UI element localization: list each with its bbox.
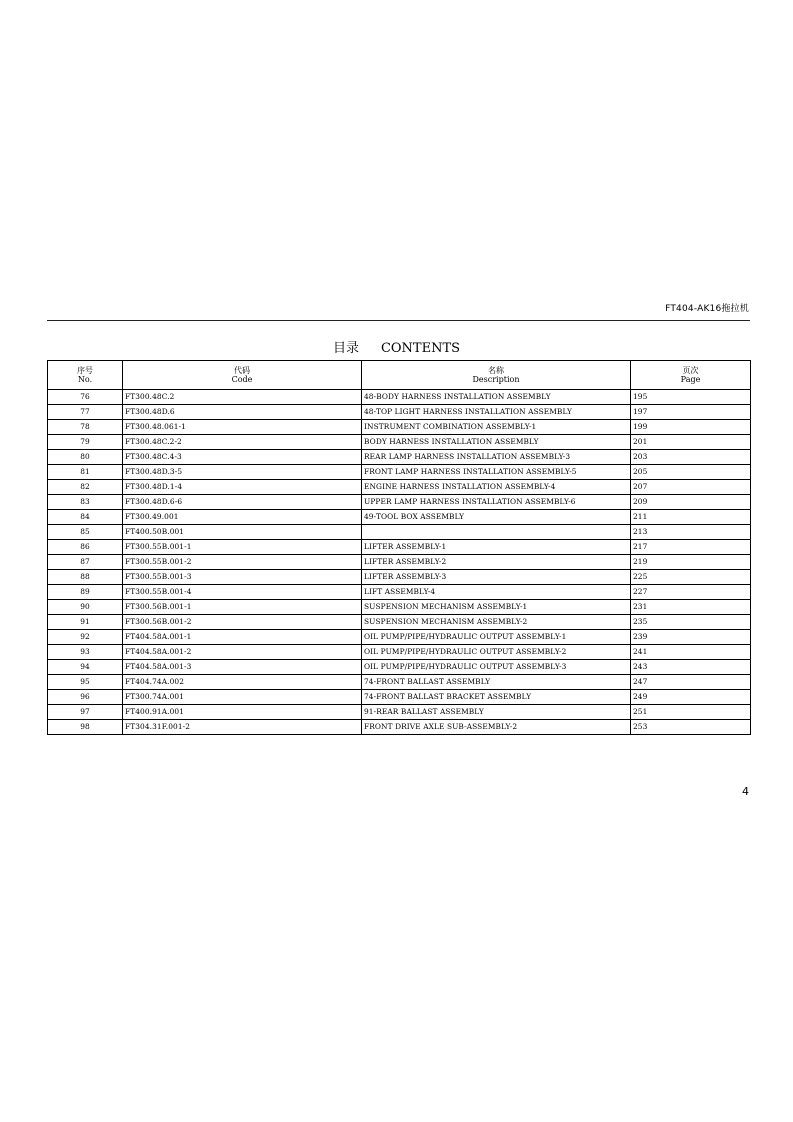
cell-description: 91-REAR BALLAST ASSEMBLY [362,705,631,720]
column-header-no: 序号 No. [48,361,123,390]
cell-code: FT400.91A.001 [123,705,362,720]
document-header-title: FT404-AK16拖拉机 [665,304,749,314]
table-row [48,405,751,420]
page-title [0,337,793,356]
table-row [48,600,751,615]
cell-description: OIL PUMP/PIPE/HYDRAULIC OUTPUT ASSEMBLY-2 [362,645,631,660]
cell-page: 227 [631,585,751,600]
cell-page: 207 [631,480,751,495]
cell-code: FT304.31F.001-2 [123,720,362,735]
cell-page: 225 [631,570,751,585]
table-row [48,630,751,645]
cell-page: 205 [631,465,751,480]
cell-page: 251 [631,705,751,720]
cell-description: REAR LAMP HARNESS INSTALLATION ASSEMBLY-3 [362,450,631,465]
cell-page: 219 [631,555,751,570]
page-title-en: CONTENTS [380,341,461,356]
cell-code: FT404.58A.001-1 [123,630,362,645]
cell-no: 96 [48,690,123,705]
table-row [48,555,751,570]
cell-code: FT300.48C.4-3 [123,450,362,465]
table-row [48,720,751,735]
cell-code: FT300.55B.001-3 [123,570,362,585]
cell-no: 87 [48,555,123,570]
cell-code: FT300.48.061-1 [123,420,362,435]
column-header-description: 名称 Description [362,361,631,390]
cell-description: LIFT ASSEMBLY-4 [362,585,631,600]
table-row [48,495,751,510]
cell-description: 48-BODY HARNESS INSTALLATION ASSEMBLY [362,390,631,405]
cell-description: SUSPENSION MECHANISM ASSEMBLY-2 [362,615,631,630]
cell-description: SUSPENSION MECHANISM ASSEMBLY-1 [362,600,631,615]
table-row [48,420,751,435]
cell-no: 91 [48,615,123,630]
cell-code: FT300.55B.001-2 [123,555,362,570]
cell-page: 211 [631,510,751,525]
cell-code: FT300.48D.3-5 [123,465,362,480]
column-header-page: 页次 Page [631,361,751,390]
column-header-code: 代码 Code [123,361,362,390]
cell-no: 89 [48,585,123,600]
cell-code: FT404.74A.002 [123,675,362,690]
cell-no: 78 [48,420,123,435]
cell-page: 195 [631,390,751,405]
table-row [48,645,751,660]
cell-description: 49-TOOL BOX ASSEMBLY [362,510,631,525]
cell-description: LIFTER ASSEMBLY-2 [362,555,631,570]
cell-page: 213 [631,525,751,540]
cell-code: FT300.56B.001-1 [123,600,362,615]
table-row [48,705,751,720]
cell-page: 253 [631,720,751,735]
cell-description: BODY HARNESS INSTALLATION ASSEMBLY [362,435,631,450]
cell-description: 74-FRONT BALLAST BRACKET ASSEMBLY [362,690,631,705]
cell-no: 92 [48,630,123,645]
cell-description [362,525,631,540]
cell-page: 217 [631,540,751,555]
table-row [48,450,751,465]
cell-description: OIL PUMP/PIPE/HYDRAULIC OUTPUT ASSEMBLY-3 [362,660,631,675]
page-number: 4 [742,785,749,798]
cell-page: 199 [631,420,751,435]
table-row [48,525,751,540]
cell-description: OIL PUMP/PIPE/HYDRAULIC OUTPUT ASSEMBLY-1 [362,630,631,645]
table-row [48,435,751,450]
cell-no: 86 [48,540,123,555]
cell-no: 93 [48,645,123,660]
cell-no: 82 [48,480,123,495]
cell-page: 203 [631,450,751,465]
cell-no: 79 [48,435,123,450]
cell-description: FRONT DRIVE AXLE SUB-ASSEMBLY-2 [362,720,631,735]
cell-code: FT300.74A.001 [123,690,362,705]
table-row [48,675,751,690]
cell-page: 249 [631,690,751,705]
cell-no: 83 [48,495,123,510]
table-row [48,510,751,525]
table-row [48,615,751,630]
cell-no: 90 [48,600,123,615]
cell-no: 88 [48,570,123,585]
table-row [48,465,751,480]
cell-no: 97 [48,705,123,720]
cell-code: FT300.55B.001-1 [123,540,362,555]
table-row [48,540,751,555]
cell-page: 201 [631,435,751,450]
table-header-row [48,361,751,390]
cell-no: 77 [48,405,123,420]
contents-table [47,360,751,735]
cell-no: 85 [48,525,123,540]
cell-code: FT300.48D.1-4 [123,480,362,495]
cell-code: FT300.48D.6 [123,405,362,420]
cell-code: FT300.55B.001-4 [123,585,362,600]
table-row [48,390,751,405]
cell-no: 80 [48,450,123,465]
page-title-cn: 目录 [332,341,359,356]
cell-no: 95 [48,675,123,690]
cell-code: FT404.58A.001-3 [123,660,362,675]
cell-description: INSTRUMENT COMBINATION ASSEMBLY-1 [362,420,631,435]
cell-page: 209 [631,495,751,510]
cell-page: 247 [631,675,751,690]
table-row [48,690,751,705]
cell-code: FT300.56B.001-2 [123,615,362,630]
cell-no: 81 [48,465,123,480]
cell-no: 76 [48,390,123,405]
cell-code: FT400.50B.001 [123,525,362,540]
cell-code: FT300.48D.6-6 [123,495,362,510]
cell-code: FT300.49.001 [123,510,362,525]
cell-page: 239 [631,630,751,645]
cell-page: 235 [631,615,751,630]
cell-description: LIFTER ASSEMBLY-1 [362,540,631,555]
cell-code: FT300.48C.2 [123,390,362,405]
cell-page: 243 [631,660,751,675]
cell-description: 48-TOP LIGHT HARNESS INSTALLATION ASSEMBLY [362,405,631,420]
table-row [48,480,751,495]
cell-code: FT404.58A.001-2 [123,645,362,660]
cell-description: UPPER LAMP HARNESS INSTALLATION ASSEMBLY-6 [362,495,631,510]
cell-page: 241 [631,645,751,660]
cell-page: 197 [631,405,751,420]
cell-page: 231 [631,600,751,615]
table-row [48,660,751,675]
cell-description: FRONT LAMP HARNESS INSTALLATION ASSEMBLY-5 [362,465,631,480]
cell-description: 74-FRONT BALLAST ASSEMBLY [362,675,631,690]
table-row [48,570,751,585]
cell-description: ENGINE HARNESS INSTALLATION ASSEMBLY-4 [362,480,631,495]
table-row [48,585,751,600]
cell-no: 94 [48,660,123,675]
cell-description: LIFTER ASSEMBLY-3 [362,570,631,585]
header-divider [47,320,750,321]
cell-no: 84 [48,510,123,525]
cell-no: 98 [48,720,123,735]
cell-code: FT300.48C.2-2 [123,435,362,450]
